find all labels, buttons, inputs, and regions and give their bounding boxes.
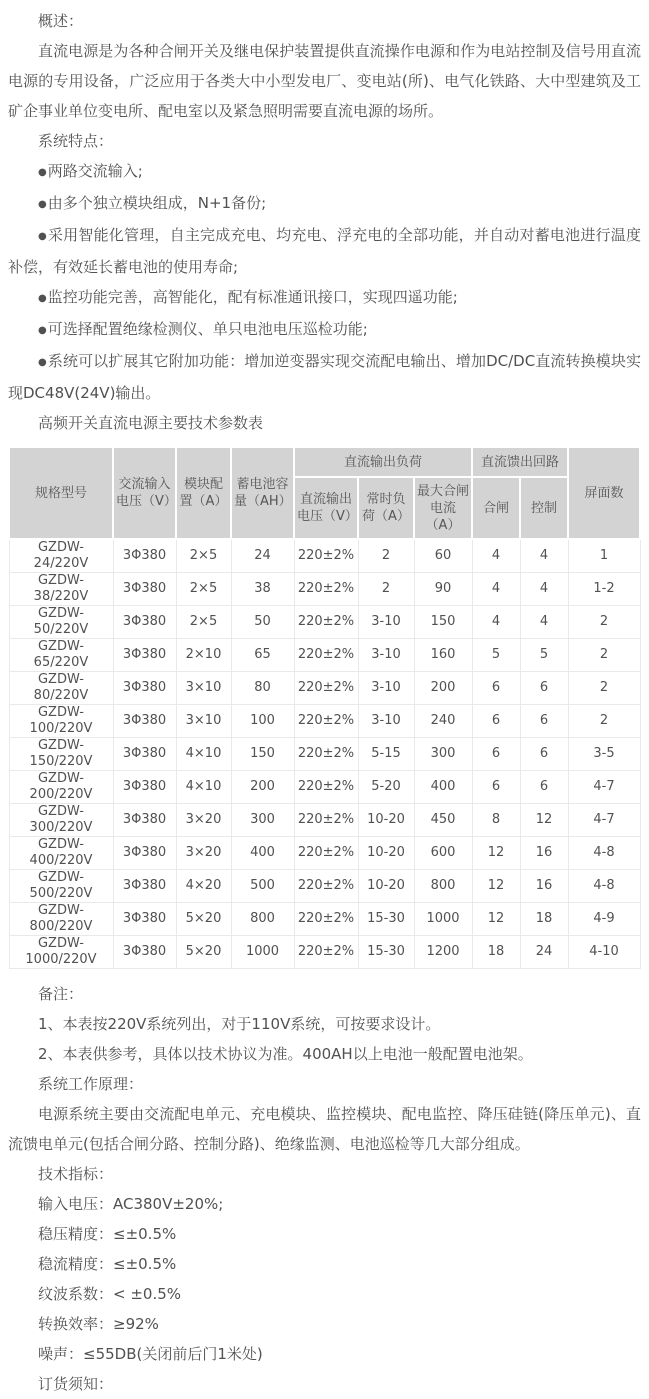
table-cell: 80	[231, 672, 294, 705]
table-cell: 3×20	[176, 804, 231, 837]
table-cell: 2×10	[176, 639, 231, 672]
table-cell: 2×5	[176, 606, 231, 639]
table-cell: 400	[414, 771, 472, 804]
table-cell: 4	[520, 539, 568, 573]
feature-item-text: 系统可以扩展其它附加功能：增加逆变器实现交流配电输出、增加DC/DC直流转换模块实现DC48V(24V)输出。	[8, 352, 641, 402]
table-cell: GZDW-150/220V	[9, 738, 113, 771]
table-cell: 2	[568, 606, 640, 639]
table-cell: 6	[520, 771, 568, 804]
table-cell: 3Φ380	[113, 804, 176, 837]
feature-item	[8, 220, 641, 282]
table-cell: 220±2%	[294, 804, 358, 837]
table-cell: 2	[568, 672, 640, 705]
table-cell: 12	[472, 870, 520, 903]
table-cell: 15-30	[358, 936, 414, 969]
table-cell: 400	[231, 837, 294, 870]
specs-heading: 技术指标：	[38, 1165, 114, 1183]
table-cell: 3Φ380	[113, 672, 176, 705]
table-cell: 3-10	[358, 705, 414, 738]
table-row	[9, 738, 640, 771]
table-cell: 150	[414, 606, 472, 639]
table-cell: 4	[520, 573, 568, 606]
table-row	[9, 606, 640, 639]
table-cell: 3-10	[358, 672, 414, 705]
table-row	[9, 705, 640, 738]
table-cell: GZDW-1000/220V	[9, 936, 113, 969]
table-cell: 3Φ380	[113, 738, 176, 771]
table-cell: 5×20	[176, 903, 231, 936]
table-cell: 10-20	[358, 870, 414, 903]
feature-item	[8, 346, 641, 408]
col-header-model: 规格型号	[9, 447, 113, 539]
col-header-panel-count: 屏面数	[568, 447, 640, 539]
spec-item: 稳流精度：≤±0.5%	[38, 1255, 177, 1273]
table-cell: 6	[472, 738, 520, 771]
table-cell: 4-7	[568, 771, 640, 804]
feature-item	[8, 314, 641, 346]
col-header-closing: 合闸	[472, 477, 520, 539]
table-cell: 3×10	[176, 672, 231, 705]
table-cell: 500	[231, 870, 294, 903]
table-cell: 18	[472, 936, 520, 969]
table-cell: 3×20	[176, 837, 231, 870]
table-cell: 450	[414, 804, 472, 837]
table-cell: 1	[568, 539, 640, 573]
table-cell: 220±2%	[294, 705, 358, 738]
table-cell: 6	[520, 705, 568, 738]
spec-item: 稳压精度：≤±0.5%	[38, 1225, 177, 1243]
table-cell: 12	[472, 837, 520, 870]
table-cell: 2	[358, 539, 414, 573]
table-cell: 800	[231, 903, 294, 936]
table-cell: 5-15	[358, 738, 414, 771]
table-cell: 220±2%	[294, 573, 358, 606]
table-cell: 3Φ380	[113, 903, 176, 936]
table-cell: 3×10	[176, 705, 231, 738]
table-cell: 1-2	[568, 573, 640, 606]
table-cell: 24	[520, 936, 568, 969]
notes-heading: 备注：	[38, 985, 84, 1003]
bullet-icon: ●	[38, 167, 47, 178]
table-cell: 60	[414, 539, 472, 573]
table-cell: GZDW-100/220V	[9, 705, 113, 738]
table-cell: 8	[472, 804, 520, 837]
table-cell: GZDW-400/220V	[9, 837, 113, 870]
group-header-dc-feed-circuit: 直流馈出回路	[472, 447, 568, 477]
table-cell: 4	[472, 573, 520, 606]
table-cell: 12	[520, 804, 568, 837]
feature-item	[8, 282, 641, 314]
table-cell: 160	[414, 639, 472, 672]
table-cell: 3Φ380	[113, 606, 176, 639]
table-cell: 2×5	[176, 573, 231, 606]
col-header-max-closing-current: 最大合闸电流（A）	[414, 477, 472, 539]
table-cell: 4-8	[568, 837, 640, 870]
table-cell: 16	[520, 870, 568, 903]
table-title: 高频开关直流电源主要技术参数表	[38, 414, 264, 432]
feature-item-text: 由多个独立模块组成，N+1备份;	[47, 194, 267, 212]
specs-list	[8, 1189, 641, 1369]
overview-paragraph: 直流电源是为各种合闸开关及继电保护装置提供直流操作电源和作为电站控制及信号用直流电源的专用设备，广泛应用于各类大中小型发电厂、变电站(所)、电气化铁路、大中型建筑及工矿企事业单位变电所、配电室以及紧急照明需要直流电源的场所。	[8, 42, 641, 120]
col-header-dc-output-voltage: 直流输出电压（V）	[294, 477, 358, 539]
table-row	[9, 804, 640, 837]
notes-list	[8, 1009, 641, 1069]
table-cell: 2	[568, 639, 640, 672]
col-header-ac-input: 交流输入电压（V）	[113, 447, 176, 539]
table-cell: 5×20	[176, 936, 231, 969]
table-cell: 65	[231, 639, 294, 672]
table-cell: 15-30	[358, 903, 414, 936]
table-cell: 200	[414, 672, 472, 705]
table-cell: 100	[231, 705, 294, 738]
table-cell: 800	[414, 870, 472, 903]
table-cell: 24	[231, 539, 294, 573]
table-cell: GZDW-80/220V	[9, 672, 113, 705]
table-cell: 200	[231, 771, 294, 804]
table-cell: 16	[520, 837, 568, 870]
table-cell: 220±2%	[294, 771, 358, 804]
table-row	[9, 539, 640, 573]
table-cell: 4	[520, 606, 568, 639]
table-cell: 5	[472, 639, 520, 672]
col-header-battery-capacity: 蓄电池容量（AH）	[231, 447, 294, 539]
table-cell: 4-9	[568, 903, 640, 936]
table-row	[9, 903, 640, 936]
table-cell: GZDW-500/220V	[9, 870, 113, 903]
col-header-control: 控制	[520, 477, 568, 539]
table-cell: 3Φ380	[113, 771, 176, 804]
features-list	[8, 156, 641, 408]
table-row	[9, 639, 640, 672]
table-cell: GZDW-65/220V	[9, 639, 113, 672]
table-cell: 220±2%	[294, 639, 358, 672]
table-cell: 1200	[414, 936, 472, 969]
feature-item-text: 两路交流输入;	[47, 162, 143, 180]
bullet-icon: ●	[38, 357, 47, 368]
table-body	[9, 539, 640, 969]
table-cell: 4	[472, 606, 520, 639]
table-cell: 3Φ380	[113, 837, 176, 870]
table-cell: 220±2%	[294, 903, 358, 936]
table-cell: 220±2%	[294, 936, 358, 969]
table-cell: GZDW-200/220V	[9, 771, 113, 804]
col-header-module-config: 模块配置（A）	[176, 447, 231, 539]
col-header-normal-load: 常时负荷（A）	[358, 477, 414, 539]
table-cell: 4×10	[176, 771, 231, 804]
feature-item-text: 监控功能完善，高智能化，配有标准通讯接口，实现四遥功能;	[47, 288, 458, 306]
note-item: 1、本表按220V系统列出，对于110V系统，可按要求设计。	[38, 1015, 441, 1033]
table-cell: 4	[472, 539, 520, 573]
table-cell: 6	[472, 771, 520, 804]
table-cell: 4-8	[568, 870, 640, 903]
table-cell: 5-20	[358, 771, 414, 804]
table-cell: 150	[231, 738, 294, 771]
bullet-icon: ●	[38, 293, 47, 304]
table-cell: 3Φ380	[113, 705, 176, 738]
order-notice-heading: 订货须知：	[38, 1375, 114, 1393]
table-cell: GZDW-24/220V	[9, 539, 113, 573]
table-cell: 2	[358, 573, 414, 606]
table-cell: 3Φ380	[113, 573, 176, 606]
table-cell: 3-10	[358, 639, 414, 672]
bullet-icon: ●	[38, 199, 47, 210]
table-cell: 1000	[231, 936, 294, 969]
spec-item: 转换效率：≥92%	[38, 1315, 159, 1333]
group-header-dc-output-load: 直流输出负荷	[294, 447, 472, 477]
table-cell: GZDW-50/220V	[9, 606, 113, 639]
table-cell: GZDW-38/220V	[9, 573, 113, 606]
table-row	[9, 837, 640, 870]
table-row	[9, 573, 640, 606]
table-cell: 4-7	[568, 804, 640, 837]
feature-item-text: 可选择配置绝缘检测仪、单只电池电压巡检功能;	[47, 320, 368, 338]
table-cell: 2×5	[176, 539, 231, 573]
table-cell: 3-10	[358, 606, 414, 639]
table-cell: 3Φ380	[113, 639, 176, 672]
table-cell: 4×20	[176, 870, 231, 903]
note-item: 2、本表供参考，具体以技术协议为准。400AH以上电池一般配置电池架。	[38, 1045, 533, 1063]
table-cell: 220±2%	[294, 539, 358, 573]
table-cell: 10-20	[358, 837, 414, 870]
principle-heading: 系统工作原理：	[38, 1075, 144, 1093]
table-cell: 3Φ380	[113, 539, 176, 573]
bullet-icon: ●	[38, 231, 47, 242]
overview-heading: 概述：	[38, 12, 84, 30]
spec-item: 噪声：≤55DB(关闭前后门1米处)	[38, 1345, 263, 1363]
feature-item	[8, 188, 641, 220]
table-cell: 300	[414, 738, 472, 771]
table-cell: 240	[414, 705, 472, 738]
table-cell: 4-10	[568, 936, 640, 969]
table-cell: 6	[520, 738, 568, 771]
table-cell: 4×10	[176, 738, 231, 771]
table-cell: 220±2%	[294, 870, 358, 903]
table-cell: 6	[520, 672, 568, 705]
table-cell: 12	[472, 903, 520, 936]
table-cell: 10-20	[358, 804, 414, 837]
table-row	[9, 771, 640, 804]
table-cell: 220±2%	[294, 738, 358, 771]
table-cell: 6	[472, 705, 520, 738]
table-cell: 90	[414, 573, 472, 606]
table-row	[9, 672, 640, 705]
table-cell: 18	[520, 903, 568, 936]
parameters-table	[8, 446, 641, 969]
table-cell: 6	[472, 672, 520, 705]
spec-item: 输入电压：AC380V±20%;	[38, 1195, 224, 1213]
table-cell: GZDW-800/220V	[9, 903, 113, 936]
table-cell: 220±2%	[294, 606, 358, 639]
table-row	[9, 936, 640, 969]
table-cell: 3-5	[568, 738, 640, 771]
feature-item	[8, 156, 641, 188]
table-cell: 1000	[414, 903, 472, 936]
table-cell: 220±2%	[294, 837, 358, 870]
table-cell: 3Φ380	[113, 936, 176, 969]
table-cell: GZDW-300/220V	[9, 804, 113, 837]
table-cell: 50	[231, 606, 294, 639]
table-cell: 5	[520, 639, 568, 672]
table-cell: 300	[231, 804, 294, 837]
table-cell: 2	[568, 705, 640, 738]
spec-item: 纹波系数：< ±0.5%	[38, 1285, 182, 1303]
feature-item-text: 采用智能化管理，自主完成充电、均充电、浮充电的全部功能，并自动对蓄电池进行温度补偿，有效延长蓄电池的使用寿命;	[8, 226, 641, 276]
table-cell: 220±2%	[294, 672, 358, 705]
table-cell: 600	[414, 837, 472, 870]
features-heading: 系统特点：	[38, 132, 114, 150]
table-row	[9, 870, 640, 903]
table-cell: 3Φ380	[113, 870, 176, 903]
table-cell: 38	[231, 573, 294, 606]
table-header	[9, 447, 640, 539]
principle-paragraph: 电源系统主要由交流配电单元、充电模块、监控模块、配电监控、降压硅链(降压单元)、直流馈电单元(包括合闸分路、控制分路)、绝缘监测、电池巡检等几大部分组成。	[8, 1105, 641, 1153]
bullet-icon: ●	[38, 325, 47, 336]
